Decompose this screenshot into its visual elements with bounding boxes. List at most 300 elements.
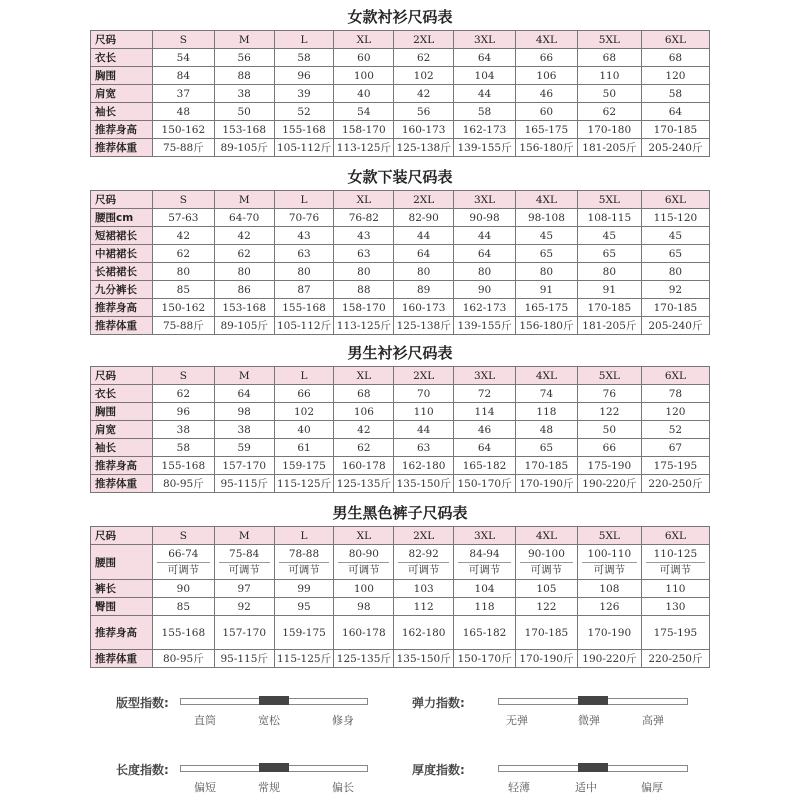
size-header-cell: 6XL <box>641 367 709 385</box>
table-cell: 190-220斤 <box>577 475 641 493</box>
table-row <box>91 209 710 227</box>
table-cell: 80 <box>152 263 214 281</box>
size-header-cell: 4XL <box>515 31 577 49</box>
table-cell: 78 <box>641 385 709 403</box>
row-label: 短裙裙长 <box>91 227 153 245</box>
table-cell: 95-115斤 <box>214 650 274 668</box>
table-cell: 65 <box>515 245 577 263</box>
thickness-index-option: 轻薄 <box>508 781 530 794</box>
table-cell: 64 <box>394 245 454 263</box>
table-cell: 181-205斤 <box>577 139 641 157</box>
table-cell: 106 <box>334 403 394 421</box>
table-cell: 39 <box>274 85 334 103</box>
table-cell: 113-125斤 <box>334 317 394 335</box>
table-cell: 37 <box>152 85 214 103</box>
row-label: 推荐体重 <box>91 139 153 157</box>
table-cell: 62 <box>152 385 214 403</box>
table-cell: 150-162 <box>152 121 214 139</box>
women-shirt-size-section <box>90 4 710 157</box>
table-cell: 64 <box>214 385 274 403</box>
table-cell: 99 <box>274 580 334 598</box>
table-cell: 46 <box>454 421 516 439</box>
table-cell: 50 <box>577 421 641 439</box>
table-row <box>91 263 710 281</box>
size-header-cell: 5XL <box>577 31 641 49</box>
adjustable-note: 可调节 <box>593 563 626 576</box>
table-cell: 97 <box>214 580 274 598</box>
men-pants-title: 男生黑色裤子尺码表 <box>332 504 468 522</box>
stretch-index-option: 无弹 <box>506 714 528 727</box>
table-cell: 170-185 <box>515 457 577 475</box>
table-cell: 103 <box>394 580 454 598</box>
table-cell: 105-112斤 <box>274 317 334 335</box>
size-header-cell: 5XL <box>577 191 641 209</box>
table-cell: 40 <box>274 421 334 439</box>
table-cell: 96 <box>152 403 214 421</box>
table-row <box>91 121 710 139</box>
fit-index-bar <box>180 698 368 705</box>
women-shirt-title: 女款衬衫尺码表 <box>347 8 453 26</box>
table-cell: 65 <box>515 439 577 457</box>
row-label: 推荐体重 <box>91 650 153 668</box>
table-row <box>91 227 710 245</box>
stretch-index-option: 微弹 <box>578 714 600 727</box>
table-cell: 44 <box>394 421 454 439</box>
table-cell: 68 <box>641 49 709 67</box>
row-label: 推荐身高 <box>91 457 153 475</box>
table-cell: 104 <box>454 67 516 85</box>
header-row <box>91 527 710 545</box>
table-cell: 162-173 <box>454 121 516 139</box>
table-cell: 110 <box>394 403 454 421</box>
table-cell: 87 <box>274 281 334 299</box>
women-bottoms-size-section <box>90 164 710 335</box>
table-cell: 45 <box>641 227 709 245</box>
table-cell: 68 <box>577 49 641 67</box>
table-cell: 115-125斤 <box>274 475 334 493</box>
size-header-cell: 3XL <box>454 367 516 385</box>
table-cell: 50 <box>577 85 641 103</box>
table-cell: 45 <box>515 227 577 245</box>
size-header-cell: L <box>274 367 334 385</box>
fit-index-marker <box>259 696 289 705</box>
table-cell: 58 <box>641 85 709 103</box>
size-header-label: 尺码 <box>91 31 153 49</box>
waist-cell <box>274 545 334 580</box>
table-cell: 125-135斤 <box>334 650 394 668</box>
table-cell: 80 <box>214 263 274 281</box>
table-cell: 45 <box>577 227 641 245</box>
size-header-label: 尺码 <box>91 191 153 209</box>
table-row <box>91 421 710 439</box>
fit-index-option: 修身 <box>332 714 354 727</box>
size-header-cell: XL <box>334 31 394 49</box>
table-cell: 115-120 <box>641 209 709 227</box>
fit-index-option: 宽松 <box>258 714 280 727</box>
table-cell: 102 <box>274 403 334 421</box>
size-header-cell: 3XL <box>454 527 516 545</box>
men-shirt-table <box>90 366 710 493</box>
table-cell: 58 <box>454 103 516 121</box>
size-header-cell: 3XL <box>454 31 516 49</box>
table-row <box>91 281 710 299</box>
table-cell: 56 <box>214 49 274 67</box>
adjustable-note: 可调节 <box>288 563 320 576</box>
fit-index-label: 版型指数: <box>116 696 169 710</box>
table-cell: 108-115 <box>577 209 641 227</box>
table-cell: 162-173 <box>454 299 516 317</box>
table-cell: 85 <box>152 281 214 299</box>
table-cell: 118 <box>454 598 516 616</box>
adjustable-note: 可调节 <box>228 563 260 576</box>
table-row <box>91 545 710 580</box>
table-cell: 160-173 <box>394 121 454 139</box>
size-header-cell: 6XL <box>641 527 709 545</box>
size-header-cell: 2XL <box>394 31 454 49</box>
table-cell: 96 <box>274 67 334 85</box>
table-cell: 75-88斤 <box>152 317 214 335</box>
table-cell: 84 <box>152 67 214 85</box>
waist-cell <box>515 545 577 580</box>
table-cell: 44 <box>394 227 454 245</box>
size-header-label: 尺码 <box>91 527 153 545</box>
table-cell: 153-168 <box>214 121 274 139</box>
table-row <box>91 299 710 317</box>
table-cell: 130 <box>641 598 709 616</box>
length-index-marker <box>259 763 289 772</box>
table-cell: 64-70 <box>214 209 274 227</box>
header-row <box>91 191 710 209</box>
table-cell: 122 <box>515 598 577 616</box>
table-cell: 62 <box>152 245 214 263</box>
table-cell: 102 <box>394 67 454 85</box>
table-row <box>91 103 710 121</box>
table-cell: 56 <box>394 103 454 121</box>
table-cell: 175-195 <box>641 457 709 475</box>
table-cell: 122 <box>577 403 641 421</box>
table-cell: 44 <box>454 227 516 245</box>
size-header-cell: S <box>152 31 214 49</box>
table-cell: 157-170 <box>214 457 274 475</box>
table-cell: 135-150斤 <box>394 475 454 493</box>
adjustable-note: 可调节 <box>659 563 692 576</box>
table-row <box>91 598 710 616</box>
row-label: 臀围 <box>91 598 153 616</box>
table-cell: 150-170斤 <box>454 475 516 493</box>
thickness-index-marker <box>578 763 608 772</box>
row-label: 中裙裙长 <box>91 245 153 263</box>
table-cell: 80 <box>515 263 577 281</box>
table-cell: 48 <box>152 103 214 121</box>
table-cell: 100 <box>334 67 394 85</box>
size-header-cell: L <box>274 31 334 49</box>
table-cell: 63 <box>334 245 394 263</box>
table-cell: 43 <box>274 227 334 245</box>
waist-cell <box>394 545 454 580</box>
table-cell: 70-76 <box>274 209 334 227</box>
table-cell: 170-190斤 <box>515 475 577 493</box>
table-cell: 80-95斤 <box>152 475 214 493</box>
table-cell: 125-138斤 <box>394 317 454 335</box>
size-header-cell: 4XL <box>515 527 577 545</box>
waist-range: 75-84 <box>219 547 270 563</box>
table-cell: 88 <box>214 67 274 85</box>
table-cell: 80 <box>454 263 516 281</box>
row-label: 推荐体重 <box>91 475 153 493</box>
table-cell: 85 <box>152 598 214 616</box>
table-cell: 42 <box>214 227 274 245</box>
table-cell: 162-180 <box>394 457 454 475</box>
table-cell: 162-180 <box>394 616 454 650</box>
row-label: 腰围cm <box>91 209 153 227</box>
length-index-label: 长度指数: <box>116 763 169 777</box>
table-cell: 125-138斤 <box>394 139 454 157</box>
waist-range: 100-110 <box>582 547 637 563</box>
table-cell: 170-185 <box>577 299 641 317</box>
row-label: 胸围 <box>91 403 153 421</box>
women-bottoms-title: 女款下装尺码表 <box>347 168 453 186</box>
men-pants-size-section <box>90 500 710 668</box>
table-cell: 165-175 <box>515 121 577 139</box>
table-cell: 90 <box>152 580 214 598</box>
header-row <box>91 31 710 49</box>
size-header-cell: S <box>152 367 214 385</box>
table-cell: 57-63 <box>152 209 214 227</box>
row-label: 裤长 <box>91 580 153 598</box>
size-header-cell: S <box>152 191 214 209</box>
table-row <box>91 457 710 475</box>
size-header-cell: 5XL <box>577 527 641 545</box>
table-cell: 155-168 <box>274 299 334 317</box>
size-header-cell: M <box>214 527 274 545</box>
waist-range: 78-88 <box>279 547 330 563</box>
stretch-index-option: 高弹 <box>642 714 664 727</box>
table-row <box>91 475 710 493</box>
size-header-cell: 6XL <box>641 31 709 49</box>
waist-cell <box>152 545 214 580</box>
table-cell: 62 <box>394 49 454 67</box>
table-cell: 91 <box>515 281 577 299</box>
size-header-cell: XL <box>334 191 394 209</box>
length-index-bar <box>180 765 368 772</box>
table-cell: 160-178 <box>334 616 394 650</box>
adjustable-note: 可调节 <box>167 563 200 576</box>
table-cell: 48 <box>515 421 577 439</box>
table-cell: 158-170 <box>334 299 394 317</box>
table-cell: 150-162 <box>152 299 214 317</box>
header-row <box>91 367 710 385</box>
row-label: 衣长 <box>91 49 153 67</box>
size-header-cell: 2XL <box>394 527 454 545</box>
table-cell: 65 <box>641 245 709 263</box>
table-cell: 58 <box>152 439 214 457</box>
table-cell: 150-170斤 <box>454 650 516 668</box>
table-cell: 80 <box>577 263 641 281</box>
table-cell: 76 <box>577 385 641 403</box>
table-cell: 58 <box>274 49 334 67</box>
stretch-index-label: 弹力指数: <box>412 696 465 710</box>
table-cell: 42 <box>394 85 454 103</box>
table-row <box>91 385 710 403</box>
table-row <box>91 317 710 335</box>
table-cell: 105-112斤 <box>274 139 334 157</box>
table-cell: 92 <box>641 281 709 299</box>
size-header-cell: M <box>214 31 274 49</box>
table-cell: 118 <box>515 403 577 421</box>
table-cell: 89 <box>394 281 454 299</box>
table-cell: 159-175 <box>274 616 334 650</box>
row-label: 推荐身高 <box>91 616 153 650</box>
table-cell: 62 <box>334 439 394 457</box>
table-cell: 170-185 <box>515 616 577 650</box>
table-cell: 120 <box>641 67 709 85</box>
table-cell: 62 <box>577 103 641 121</box>
adjustable-note: 可调节 <box>348 563 380 576</box>
table-cell: 126 <box>577 598 641 616</box>
size-header-cell: M <box>214 367 274 385</box>
table-cell: 60 <box>515 103 577 121</box>
table-cell: 64 <box>454 49 516 67</box>
adjustable-note: 可调节 <box>407 563 440 576</box>
table-row <box>91 245 710 263</box>
adjustable-note: 可调节 <box>468 563 501 576</box>
table-row <box>91 139 710 157</box>
stretch-index-bar <box>498 698 688 705</box>
waist-cell <box>577 545 641 580</box>
table-cell: 67 <box>641 439 709 457</box>
table-cell: 115-125斤 <box>274 650 334 668</box>
table-cell: 63 <box>394 439 454 457</box>
table-cell: 64 <box>641 103 709 121</box>
table-cell: 60 <box>334 49 394 67</box>
table-row <box>91 49 710 67</box>
table-cell: 90-98 <box>454 209 516 227</box>
size-header-cell: 5XL <box>577 367 641 385</box>
table-cell: 113-125斤 <box>334 139 394 157</box>
row-label: 衣长 <box>91 385 153 403</box>
table-cell: 120 <box>641 403 709 421</box>
thickness-index-bar <box>498 765 688 772</box>
table-cell: 82-90 <box>394 209 454 227</box>
length-index-option: 偏短 <box>194 781 216 794</box>
size-header-label: 尺码 <box>91 367 153 385</box>
table-row <box>91 403 710 421</box>
length-index-option: 常规 <box>258 781 280 794</box>
table-cell: 205-240斤 <box>641 317 709 335</box>
women-shirt-table <box>90 30 710 157</box>
row-label: 推荐体重 <box>91 317 153 335</box>
table-cell: 54 <box>334 103 394 121</box>
table-cell: 100 <box>334 580 394 598</box>
table-cell: 80-95斤 <box>152 650 214 668</box>
table-cell: 75-88斤 <box>152 139 214 157</box>
size-header-cell: M <box>214 191 274 209</box>
adjustable-note: 可调节 <box>530 563 563 576</box>
row-label: 肩宽 <box>91 85 153 103</box>
table-cell: 89-105斤 <box>214 139 274 157</box>
table-cell: 80 <box>641 263 709 281</box>
table-cell: 157-170 <box>214 616 274 650</box>
waist-cell <box>454 545 516 580</box>
men-shirt-title: 男生衬衫尺码表 <box>347 344 453 362</box>
size-header-cell: 6XL <box>641 191 709 209</box>
table-cell: 160-173 <box>394 299 454 317</box>
waist-cell <box>334 545 394 580</box>
women-bottoms-table <box>90 190 710 335</box>
table-cell: 63 <box>274 245 334 263</box>
table-cell: 46 <box>515 85 577 103</box>
table-cell: 190-220斤 <box>577 650 641 668</box>
table-cell: 38 <box>214 85 274 103</box>
table-cell: 92 <box>214 598 274 616</box>
table-cell: 98-108 <box>515 209 577 227</box>
waist-range: 84-94 <box>458 547 511 563</box>
table-cell: 88 <box>334 281 394 299</box>
table-cell: 165-182 <box>454 457 516 475</box>
table-cell: 110 <box>577 67 641 85</box>
table-cell: 156-180斤 <box>515 317 577 335</box>
table-row <box>91 85 710 103</box>
table-cell: 104 <box>454 580 516 598</box>
table-cell: 95-115斤 <box>214 475 274 493</box>
row-label: 袖长 <box>91 103 153 121</box>
table-cell: 220-250斤 <box>641 475 709 493</box>
table-row <box>91 616 710 650</box>
table-cell: 112 <box>394 598 454 616</box>
row-label: 九分裤长 <box>91 281 153 299</box>
table-cell: 65 <box>577 245 641 263</box>
table-cell: 38 <box>152 421 214 439</box>
men-shirt-size-section <box>90 340 710 493</box>
table-cell: 139-155斤 <box>454 317 516 335</box>
table-cell: 160-178 <box>334 457 394 475</box>
table-cell: 80 <box>274 263 334 281</box>
table-cell: 62 <box>214 245 274 263</box>
size-header-cell: XL <box>334 527 394 545</box>
waist-cell <box>641 545 709 580</box>
table-cell: 98 <box>334 598 394 616</box>
table-cell: 80 <box>334 263 394 281</box>
size-header-cell: 4XL <box>515 367 577 385</box>
table-cell: 156-180斤 <box>515 139 577 157</box>
waist-cell <box>214 545 274 580</box>
waist-range: 82-92 <box>398 547 449 563</box>
table-cell: 155-168 <box>152 457 214 475</box>
row-label: 推荐身高 <box>91 121 153 139</box>
thickness-index-option: 适中 <box>575 781 597 794</box>
waist-range: 80-90 <box>338 547 389 563</box>
table-cell: 86 <box>214 281 274 299</box>
table-cell: 170-180 <box>577 121 641 139</box>
men-pants-table <box>90 526 710 668</box>
row-label: 腰围 <box>91 545 153 580</box>
table-cell: 139-155斤 <box>454 139 516 157</box>
table-cell: 108 <box>577 580 641 598</box>
table-cell: 76-82 <box>334 209 394 227</box>
waist-range: 110-125 <box>646 547 705 563</box>
table-cell: 40 <box>334 85 394 103</box>
table-cell: 43 <box>334 227 394 245</box>
thickness-index-option: 偏厚 <box>641 781 663 794</box>
row-label: 推荐身高 <box>91 299 153 317</box>
table-cell: 175-190 <box>577 457 641 475</box>
table-cell: 170-190 <box>577 616 641 650</box>
table-cell: 52 <box>274 103 334 121</box>
table-cell: 80 <box>394 263 454 281</box>
row-label: 胸围 <box>91 67 153 85</box>
table-cell: 155-168 <box>152 616 214 650</box>
table-cell: 155-168 <box>274 121 334 139</box>
